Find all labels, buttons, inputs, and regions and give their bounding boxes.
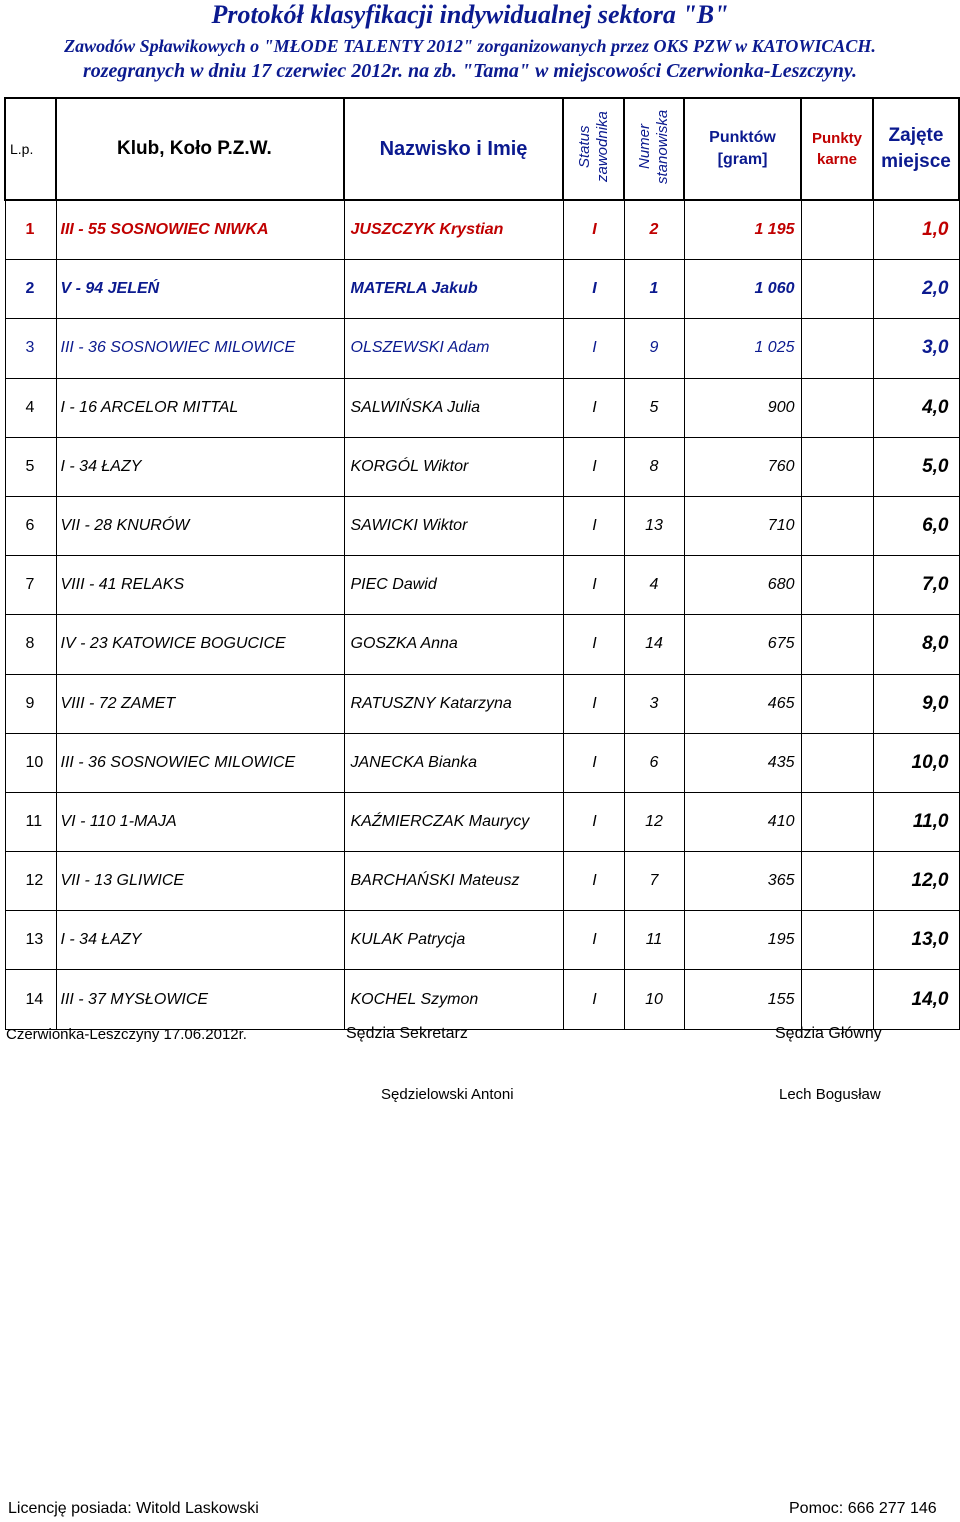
header-points	[684, 98, 801, 200]
cell-number: 13	[624, 496, 684, 555]
cell-status: I	[563, 378, 624, 437]
cell-penalty	[801, 200, 873, 260]
cell-club: IV - 23 KATOWICE BOGUCICE	[56, 615, 344, 674]
cell-club: III - 36 SOSNOWIEC MILOWICE	[56, 733, 344, 792]
footer-chief-label: Sędzia Główny	[775, 1025, 882, 1042]
cell-lp: 6	[5, 496, 56, 555]
cell-place: 8,0	[873, 615, 959, 674]
cell-place: 5,0	[873, 437, 959, 496]
cell-name: KULAK Patrycja	[344, 911, 563, 970]
cell-name: JANECKA Bianka	[344, 733, 563, 792]
table-row	[5, 733, 959, 792]
cell-place: 2,0	[873, 260, 959, 319]
cell-place: 3,0	[873, 319, 959, 378]
cell-penalty	[801, 556, 873, 615]
cell-club: III - 36 SOSNOWIEC MILOWICE	[56, 319, 344, 378]
cell-points: 680	[684, 556, 801, 615]
footer-help: Pomoc: 666 277 146	[789, 1500, 937, 1517]
cell-penalty	[801, 378, 873, 437]
cell-number: 10	[624, 970, 684, 1029]
table-row	[5, 200, 959, 260]
cell-name: JUSZCZYK Krystian	[344, 200, 563, 260]
header-lp: L.p.	[5, 98, 56, 200]
cell-club: VIII - 72 ZAMET	[56, 674, 344, 733]
header-place-line2: miejsce	[881, 151, 951, 172]
table-row	[5, 792, 959, 851]
cell-name: KAŹMIERCZAK Maurycy	[344, 792, 563, 851]
header-penalty-line2: karne	[816, 151, 858, 168]
cell-lp: 8	[5, 615, 56, 674]
cell-number: 8	[624, 437, 684, 496]
cell-lp: 10	[5, 733, 56, 792]
header-points-line2: [gram]	[717, 151, 768, 168]
table-row	[5, 852, 959, 911]
cell-club: III - 37 MYSŁOWICE	[56, 970, 344, 1029]
cell-place: 11,0	[873, 792, 959, 851]
cell-club: VIII - 41 RELAKS	[56, 556, 344, 615]
cell-status: I	[563, 733, 624, 792]
cell-club: VII - 13 GLIWICE	[56, 852, 344, 911]
cell-status: I	[563, 792, 624, 851]
table-row	[5, 970, 959, 1029]
header-penalty-line1: Punkty	[811, 130, 862, 147]
cell-number: 14	[624, 615, 684, 674]
cell-penalty	[801, 260, 873, 319]
cell-penalty	[801, 970, 873, 1029]
cell-name: BARCHAŃSKI Mateusz	[344, 852, 563, 911]
cell-club: VII - 28 KNURÓW	[56, 496, 344, 555]
cell-penalty	[801, 792, 873, 851]
footer-chief-name: Lech Bogusław	[779, 1086, 881, 1103]
cell-number: 3	[624, 674, 684, 733]
cell-place: 1,0	[873, 200, 959, 260]
cell-penalty	[801, 733, 873, 792]
cell-points: 760	[684, 437, 801, 496]
cell-penalty	[801, 437, 873, 496]
table-row	[5, 674, 959, 733]
cell-place: 12,0	[873, 852, 959, 911]
cell-number: 4	[624, 556, 684, 615]
cell-name: MATERLA Jakub	[344, 260, 563, 319]
table-row	[5, 911, 959, 970]
table-header-row	[5, 98, 959, 200]
cell-name: RATUSZNY Katarzyna	[344, 674, 563, 733]
cell-status: I	[563, 852, 624, 911]
cell-club: I - 34 ŁAZY	[56, 911, 344, 970]
cell-place: 10,0	[873, 733, 959, 792]
cell-points: 675	[684, 615, 801, 674]
header-place	[873, 98, 959, 200]
cell-points: 465	[684, 674, 801, 733]
cell-penalty	[801, 852, 873, 911]
footer-secretary-name: Sędzielowski Antoni	[381, 1086, 514, 1103]
cell-number: 1	[624, 260, 684, 319]
header-number	[624, 98, 684, 200]
document-subtitle-organizer: Zawodów Spławikowych o "MŁODE TALENTY 2012" zorganizowanych przez OKS PZW w KATOWICACH.	[64, 36, 876, 56]
table-row	[5, 437, 959, 496]
cell-status: I	[563, 911, 624, 970]
cell-lp: 5	[5, 437, 56, 496]
cell-place: 13,0	[873, 911, 959, 970]
header-status	[563, 98, 624, 200]
cell-club: III - 55 SOSNOWIEC NIWKA	[56, 200, 344, 260]
cell-points: 155	[684, 970, 801, 1029]
cell-penalty	[801, 674, 873, 733]
header-place-line1: Zajęte	[888, 125, 944, 146]
cell-name: SAWICKI Wiktor	[344, 496, 563, 555]
cell-status: I	[563, 319, 624, 378]
header-penalty	[801, 98, 873, 200]
cell-penalty	[801, 911, 873, 970]
footer-secretary-label: Sędzia Sekretarz	[346, 1025, 468, 1042]
document-title: Protokół klasyfikacji indywidualnej sektora "B"	[211, 0, 729, 29]
cell-number: 6	[624, 733, 684, 792]
cell-number: 2	[624, 200, 684, 260]
cell-points: 900	[684, 378, 801, 437]
cell-lp: 1	[5, 200, 56, 260]
table-row	[5, 496, 959, 555]
cell-number: 9	[624, 319, 684, 378]
cell-status: I	[563, 615, 624, 674]
cell-club: I - 34 ŁAZY	[56, 437, 344, 496]
header-points-line1: Punktów	[709, 129, 776, 146]
cell-name: PIEC Dawid	[344, 556, 563, 615]
cell-number: 11	[624, 911, 684, 970]
cell-name: KOCHEL Szymon	[344, 970, 563, 1029]
cell-status: I	[563, 496, 624, 555]
cell-penalty	[801, 496, 873, 555]
cell-status: I	[563, 674, 624, 733]
cell-name: KORGÓL Wiktor	[344, 437, 563, 496]
cell-place: 6,0	[873, 496, 959, 555]
cell-name: OLSZEWSKI Adam	[344, 319, 563, 378]
cell-status: I	[563, 437, 624, 496]
cell-lp: 4	[5, 378, 56, 437]
cell-place: 4,0	[873, 378, 959, 437]
header-name: Nazwisko i Imię	[344, 98, 563, 200]
cell-lp: 3	[5, 319, 56, 378]
header-club: Klub, Koło P.Z.W.	[56, 98, 344, 200]
cell-club: I - 16 ARCELOR MITTAL	[56, 378, 344, 437]
cell-penalty	[801, 615, 873, 674]
table-row	[5, 319, 959, 378]
cell-status: I	[563, 200, 624, 260]
cell-club: VI - 110 1-MAJA	[56, 792, 344, 851]
cell-place: 7,0	[873, 556, 959, 615]
cell-points: 435	[684, 733, 801, 792]
cell-status: I	[563, 556, 624, 615]
cell-points: 1 060	[684, 260, 801, 319]
table-row	[5, 260, 959, 319]
cell-club: V - 94 JELEŃ	[56, 260, 344, 319]
cell-points: 195	[684, 911, 801, 970]
cell-number: 7	[624, 852, 684, 911]
footer-license: Licencję posiada: Witold Laskowski	[8, 1500, 259, 1517]
cell-status: I	[563, 970, 624, 1029]
classification-table	[4, 97, 960, 1030]
cell-name: GOSZKA Anna	[344, 615, 563, 674]
cell-number: 12	[624, 792, 684, 851]
document-subtitle-date-venue: rozegranych w dniu 17 czerwiec 2012r. na zb. "Tama" w miejscowości Czerwionka-Leszczyny.	[82, 60, 858, 82]
cell-lp: 12	[5, 852, 56, 911]
cell-lp: 13	[5, 911, 56, 970]
cell-points: 365	[684, 852, 801, 911]
cell-lp: 2	[5, 260, 56, 319]
cell-place: 14,0	[873, 970, 959, 1029]
table-row	[5, 556, 959, 615]
cell-lp: 11	[5, 792, 56, 851]
header-status-label: Status zawodnika	[575, 111, 611, 182]
cell-name: SALWIŃSKA Julia	[344, 378, 563, 437]
cell-points: 1 195	[684, 200, 801, 260]
cell-lp: 9	[5, 674, 56, 733]
header-number-label: Numer stanowiska	[636, 109, 671, 184]
cell-place: 9,0	[873, 674, 959, 733]
footer-place-date: Czerwionka-Leszczyny 17.06.2012r.	[6, 1026, 247, 1043]
cell-number: 5	[624, 378, 684, 437]
cell-penalty	[801, 319, 873, 378]
cell-lp: 14	[5, 970, 56, 1029]
table-row	[5, 615, 959, 674]
cell-points: 1 025	[684, 319, 801, 378]
table-row	[5, 378, 959, 437]
cell-points: 410	[684, 792, 801, 851]
cell-lp: 7	[5, 556, 56, 615]
cell-status: I	[563, 260, 624, 319]
cell-points: 710	[684, 496, 801, 555]
